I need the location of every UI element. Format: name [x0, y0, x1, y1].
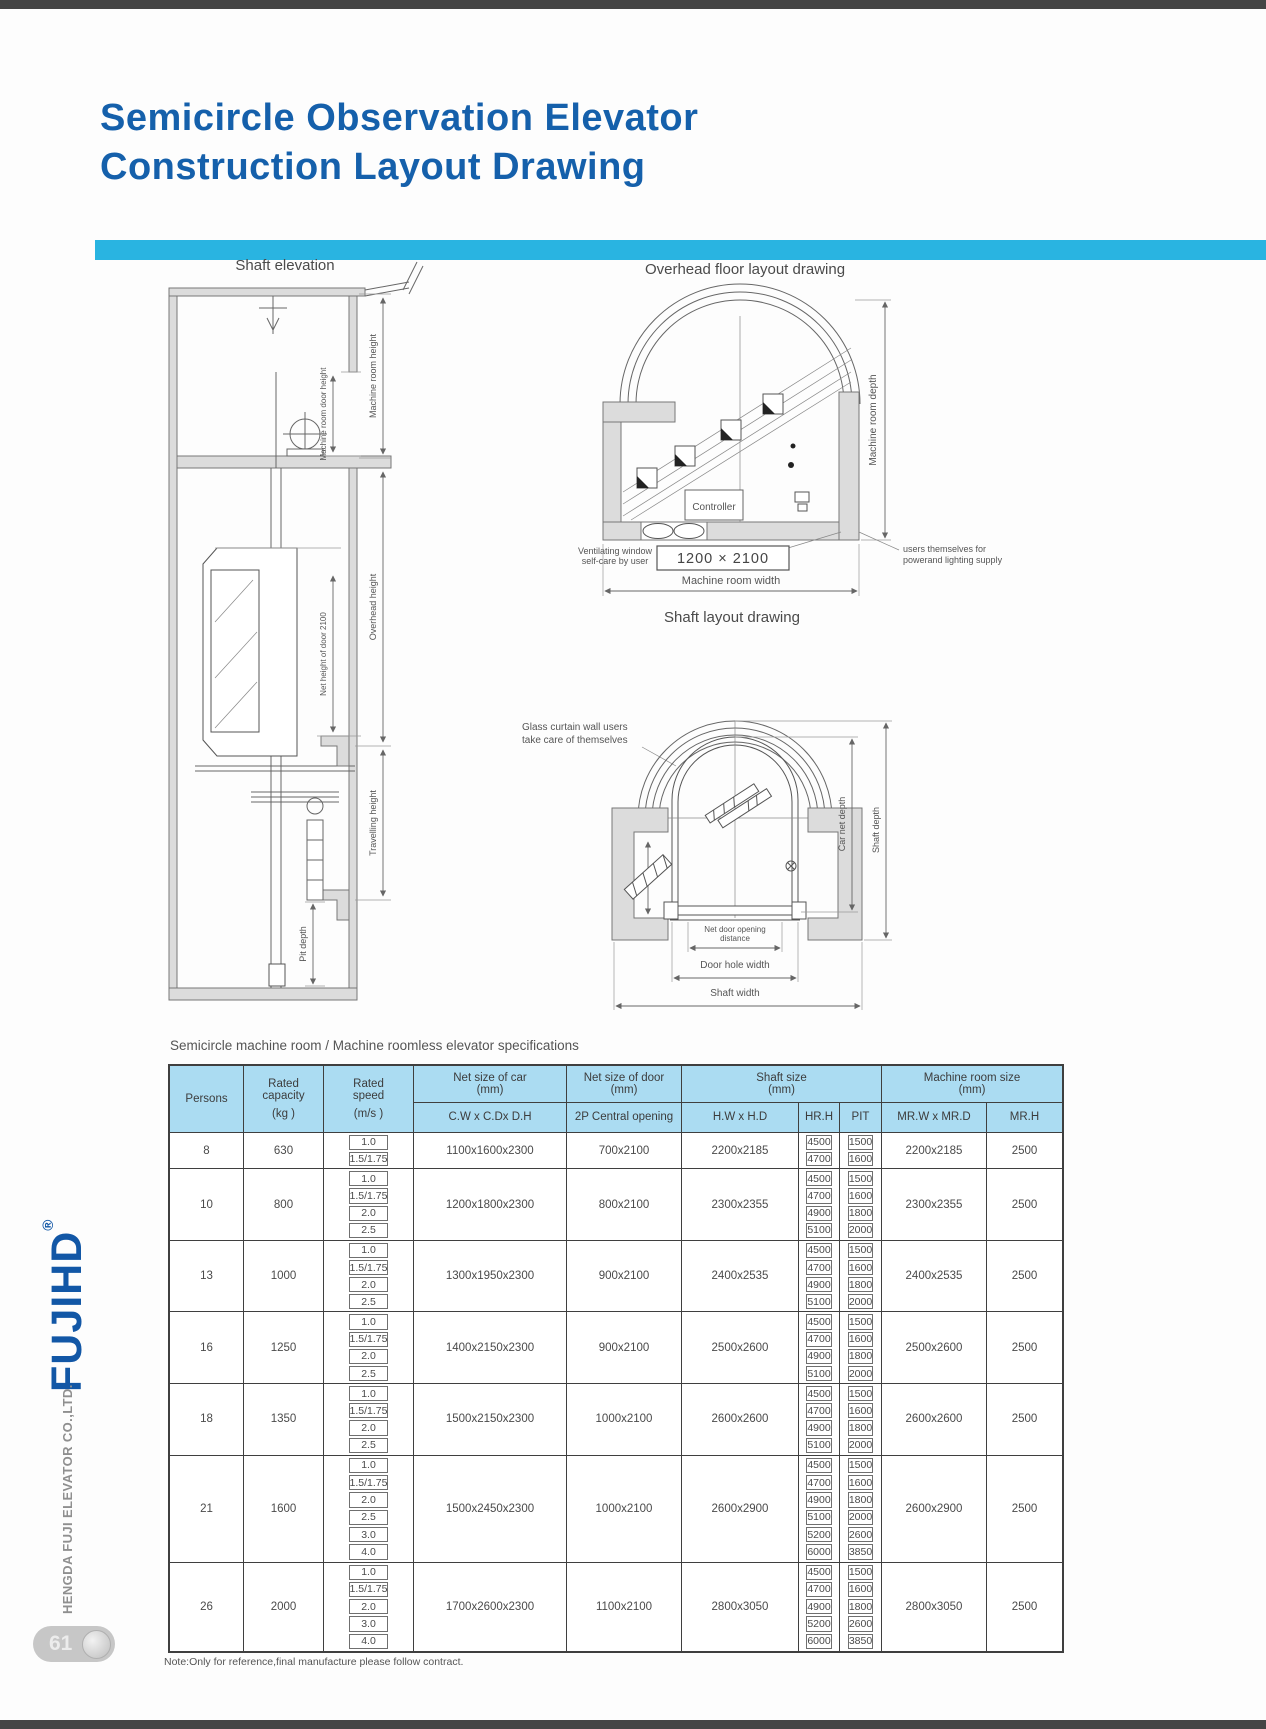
anchor-dot	[788, 462, 794, 468]
cell-speeds	[324, 1456, 414, 1562]
hrh-label: HR.H	[804, 1111, 834, 1124]
capacity-line1: Rated	[268, 1077, 299, 1090]
door-sub-label: 2P Central opening	[574, 1111, 674, 1124]
cell-mrh: 2500	[1011, 1144, 1038, 1157]
pit-box: 1500	[848, 1136, 873, 1149]
hrh-box: 4500	[807, 1136, 831, 1149]
speed-box: 2.5	[349, 1294, 389, 1309]
dim-pit-depth: Pit depth	[298, 926, 308, 962]
cell-car-size: 1500x2450x2300	[414, 1456, 567, 1562]
cell-mrh: 2500	[1011, 1198, 1038, 1211]
speed-box: 2.5	[349, 1438, 389, 1453]
right-wall	[808, 808, 862, 940]
speed-box: 2.5	[349, 1510, 389, 1525]
col-header-door-group	[567, 1066, 682, 1103]
anchor-dot	[791, 444, 796, 449]
cell-door-size: 1100x2100	[567, 1563, 682, 1651]
table-caption: Semicircle machine room / Machine roomless elevator specifications	[170, 1038, 579, 1053]
cell-car-size: 1200x1800x2300	[414, 1169, 567, 1240]
cell-door-size: 900x2100	[567, 1312, 682, 1383]
net-door-line2: distance	[720, 934, 750, 943]
hrh-box: 4700	[807, 1333, 831, 1346]
col-header-pit	[840, 1103, 882, 1133]
pit-box: 2000	[848, 1511, 873, 1524]
speed-box: 1.5/1.75	[349, 1476, 388, 1489]
cell-mrh: 2500	[1011, 1502, 1038, 1515]
hrh-box: 5100	[807, 1367, 831, 1380]
cell-door-size: 900x2100	[567, 1241, 682, 1312]
col-header-hwhd	[682, 1103, 799, 1133]
hrh-box: 4500	[807, 1566, 831, 1579]
controller-label: Controller	[692, 502, 736, 513]
counterweight-icon	[251, 792, 339, 900]
hrh-box: 4900	[807, 1350, 831, 1363]
pit-box: 3850	[848, 1545, 873, 1558]
hrh-box: 5100	[807, 1224, 831, 1237]
cell-door-size: 700x2100	[567, 1133, 682, 1168]
cell-capacity: 800	[244, 1169, 324, 1240]
hrh-box: 4900	[807, 1207, 831, 1220]
speed-box: 2.0	[349, 1420, 389, 1435]
vent-note-line1: Ventilating window	[577, 546, 653, 556]
page-number: 61	[49, 1632, 73, 1655]
col-header-hrh	[799, 1103, 840, 1133]
speed-line2: speed	[352, 1090, 385, 1103]
cell-car-size: 1500x2150x2300	[414, 1384, 567, 1455]
speed-unit: (m/s )	[353, 1107, 384, 1120]
mrh-label: MR.H	[1009, 1111, 1040, 1124]
col-header-mrh	[987, 1103, 1062, 1133]
pit-box: 1800	[848, 1421, 873, 1434]
col-header-mrwd	[882, 1103, 987, 1133]
cell-car-size: 1100x1600x2300	[414, 1133, 567, 1168]
spec-table-header	[170, 1066, 1062, 1133]
controller-box	[685, 490, 743, 520]
hrh-box: 4700	[807, 1404, 831, 1417]
cell-persons: 18	[170, 1384, 244, 1455]
spec-row-group-16	[170, 1312, 1062, 1384]
company-name: HENGDA FUJI ELEVATOR CO.,LTD.	[60, 1384, 75, 1614]
speed-box: 3.0	[349, 1616, 389, 1631]
speed-line1: Rated	[353, 1077, 384, 1090]
speed-box: 1.5/1.75	[349, 1261, 388, 1274]
cell-speeds	[324, 1312, 414, 1383]
pit-label: PIT	[851, 1111, 870, 1124]
hrh-box: 5200	[807, 1528, 831, 1541]
cell-capacity: 2000	[244, 1563, 324, 1651]
pit-box: 1800	[848, 1278, 873, 1291]
speed-box: 1.0	[349, 1314, 389, 1329]
glass-note-line1: Glass curtain wall users	[522, 722, 628, 733]
pit-box: 1500	[848, 1244, 873, 1257]
speed-box: 2.0	[349, 1492, 389, 1507]
pit-box: 2600	[848, 1617, 873, 1630]
speed-box: 2.0	[349, 1349, 389, 1364]
speed-box: 1.0	[349, 1458, 389, 1473]
speed-box: 1.0	[349, 1171, 389, 1186]
speed-box: 2.0	[349, 1277, 389, 1292]
cell-car-size: 1400x2150x2300	[414, 1312, 567, 1383]
speed-box: 1.0	[349, 1386, 389, 1401]
car-sill-lines	[195, 766, 355, 771]
cell-speeds	[324, 1169, 414, 1240]
cell-mrh: 2500	[1011, 1270, 1038, 1283]
shaft-layout-drawing	[520, 600, 1000, 1020]
roof-break-mark	[365, 262, 423, 296]
cell-capacity: 630	[244, 1133, 324, 1168]
pit-box: 3850	[848, 1635, 873, 1648]
top-bar	[0, 0, 1266, 9]
shaft-group-line1: Shaft size	[756, 1071, 807, 1084]
hrh-box: 4900	[807, 1493, 831, 1506]
col-header-capacity	[244, 1066, 324, 1133]
power-note-line2: powerand lighting supply	[903, 555, 1003, 565]
mrwd-label: MR.W x MR.D	[897, 1111, 971, 1124]
glass-note-line2: take care of themselves	[522, 735, 628, 746]
pit-box: 1500	[848, 1566, 873, 1579]
pit-box: 1800	[848, 1600, 873, 1613]
hrh-box: 5200	[807, 1617, 831, 1630]
pit-box: 1800	[848, 1350, 873, 1363]
col-header-persons-label: Persons	[185, 1092, 228, 1105]
cell-speeds	[324, 1384, 414, 1455]
cell-hrh	[799, 1456, 840, 1562]
pit-box: 1600	[848, 1583, 873, 1596]
power-note-line1: users themselves for	[903, 544, 987, 554]
hrh-box: 4500	[807, 1387, 831, 1400]
hrh-box: 4900	[807, 1278, 831, 1291]
pit-box: 1500	[848, 1316, 873, 1329]
cell-mr-size: 2600x2600	[882, 1384, 987, 1455]
col-header-shaft-group	[682, 1066, 882, 1103]
cell-persons: 13	[170, 1241, 244, 1312]
speed-box: 2.0	[349, 1206, 389, 1221]
cell-door-size: 1000x2100	[567, 1456, 682, 1562]
spec-table	[168, 1064, 1064, 1653]
cell-capacity: 1600	[244, 1456, 324, 1562]
speed-box: 1.5/1.75	[349, 1333, 388, 1346]
hrh-box: 4700	[807, 1152, 831, 1165]
speed-box: 2.5	[349, 1366, 389, 1381]
hrh-box: 4900	[807, 1600, 831, 1613]
cell-hrh	[799, 1563, 840, 1651]
hrh-box: 6000	[807, 1635, 831, 1648]
cell-mrh: 2500	[1011, 1413, 1038, 1426]
fujihd-logo-text: FUJIHD	[43, 1230, 91, 1392]
pit-box: 2000	[848, 1367, 873, 1380]
cell-capacity: 1250	[244, 1312, 324, 1383]
cell-speeds	[324, 1563, 414, 1651]
cell-persons: 26	[170, 1563, 244, 1651]
cell-shaft-size: 2600x2900	[682, 1456, 799, 1562]
pit-box: 1800	[848, 1493, 873, 1506]
pit-box: 2000	[848, 1224, 873, 1237]
col-header-car-sub	[414, 1103, 567, 1133]
car-group-line1: Net size of car	[453, 1071, 527, 1084]
landing-slabs	[321, 736, 349, 920]
pit-box: 1800	[848, 1207, 873, 1220]
speed-box: 1.0	[349, 1565, 389, 1580]
shaft-group-line2: (mm)	[768, 1084, 795, 1096]
door-group-line1: Net size of door	[583, 1071, 665, 1084]
cell-hrh	[799, 1133, 840, 1168]
spec-row-group-8	[170, 1133, 1062, 1169]
pit-box: 1500	[848, 1172, 873, 1185]
cell-shaft-size: 2200x2185	[682, 1133, 799, 1168]
dim-overhead-height: Overhead height	[368, 573, 378, 641]
cell-pit	[840, 1563, 882, 1651]
mr-group-line2: (mm)	[958, 1084, 986, 1096]
cell-pit	[840, 1312, 882, 1383]
cell-hrh	[799, 1384, 840, 1455]
cell-pit	[840, 1456, 882, 1562]
col-header-persons	[170, 1066, 244, 1133]
page-title-line1: Semicircle Observation Elevator	[100, 97, 699, 139]
cell-speeds	[324, 1241, 414, 1312]
registered-mark: ®	[40, 1218, 57, 1231]
speed-box: 1.5/1.75	[349, 1583, 388, 1596]
mr-group-line1: Machine room size	[923, 1071, 1021, 1084]
pit-box: 1600	[848, 1190, 873, 1203]
cell-shaft-size: 2300x2355	[682, 1169, 799, 1240]
ventilating-fan-icon	[641, 522, 707, 540]
cell-shaft-size: 2600x2600	[682, 1384, 799, 1455]
pit-box: 1500	[848, 1387, 873, 1400]
door-operator-icon	[705, 779, 771, 832]
hrh-box: 4500	[807, 1316, 831, 1329]
power-leader-line	[859, 532, 899, 550]
hrh-box: 4700	[807, 1476, 831, 1489]
capacity-unit: (kg )	[272, 1107, 295, 1120]
cell-mrh: 2500	[1011, 1341, 1038, 1354]
speed-box: 2.0	[349, 1599, 389, 1614]
cell-capacity: 1000	[244, 1241, 324, 1312]
dim-car-net-depth: Car net depth	[837, 796, 847, 852]
pit-box: 2000	[848, 1439, 873, 1452]
cell-persons: 10	[170, 1169, 244, 1240]
door-dimension-value: 1200 × 2100	[676, 551, 770, 567]
cell-hrh	[799, 1312, 840, 1383]
net-door-line1: Net door opening	[704, 925, 766, 934]
dim-machine-room-width: Machine room width	[681, 575, 781, 587]
pit-box: 1600	[848, 1333, 873, 1346]
pit-box: 1600	[848, 1152, 873, 1165]
cell-capacity: 1350	[244, 1384, 324, 1455]
hrh-box: 4700	[807, 1261, 831, 1274]
door-group-line2: (mm)	[610, 1084, 638, 1096]
hrh-box: 4700	[807, 1583, 831, 1596]
spec-row-group-18	[170, 1384, 1062, 1456]
cell-pit	[840, 1384, 882, 1455]
page-title-line2: Construction Layout Drawing	[100, 146, 646, 188]
cell-mrh: 2500	[1011, 1600, 1038, 1613]
glass-leader-line	[642, 747, 676, 766]
elevator-car	[203, 548, 297, 756]
fujihd-logo	[40, 1219, 92, 1392]
speed-box: 3.0	[349, 1527, 389, 1542]
pit-box: 2600	[848, 1528, 873, 1541]
cell-door-size: 1000x2100	[567, 1384, 682, 1455]
col-header-car-group	[414, 1066, 567, 1103]
speed-box: 1.0	[349, 1243, 389, 1258]
hrh-box: 5100	[807, 1511, 831, 1524]
cell-door-size: 800x2100	[567, 1169, 682, 1240]
dim-shaft-depth: Shaft depth	[871, 806, 881, 854]
hwhd-label: H.W x H.D	[712, 1111, 768, 1124]
overhead-floor-layout-drawing	[545, 252, 1065, 602]
spec-row-group-10	[170, 1169, 1062, 1241]
spec-row-group-21	[170, 1456, 1062, 1563]
pit-box: 2000	[848, 1295, 873, 1308]
cell-mr-size: 2500x2600	[882, 1312, 987, 1383]
vent-note-line2: self-care by user	[581, 556, 649, 566]
cell-shaft-size: 2400x2535	[682, 1241, 799, 1312]
spec-table-body	[170, 1133, 1062, 1651]
col-header-door-sub	[567, 1103, 682, 1133]
cell-speeds	[324, 1133, 414, 1168]
cell-mr-size: 2800x3050	[882, 1563, 987, 1651]
speed-box: 1.5/1.75	[349, 1190, 388, 1203]
dim-machine-room-depth-group	[855, 300, 891, 540]
spec-row-group-13	[170, 1241, 1062, 1313]
cell-pit	[840, 1169, 882, 1240]
shaft-elevation-drawing	[155, 250, 440, 1030]
speed-box: 1.0	[349, 1135, 389, 1150]
hrh-box: 4900	[807, 1421, 831, 1434]
pit-box: 1600	[848, 1404, 873, 1417]
dim-machine-room-height: Machine room height	[368, 333, 378, 419]
speed-box: 4.0	[349, 1634, 389, 1649]
pit-box: 1500	[848, 1459, 873, 1472]
table-note: Note:Only for reference,final manufacture please follow contract.	[164, 1656, 464, 1668]
speed-box: 4.0	[349, 1544, 389, 1559]
shaft-layout-title: Shaft layout drawing	[664, 609, 800, 626]
hoisting-hook-icon	[259, 296, 287, 334]
dim-net-door-height: Net height of door 2100	[319, 612, 328, 696]
page-number-badge	[33, 1626, 115, 1662]
cell-car-size: 1300x1950x2300	[414, 1241, 567, 1312]
hrh-box: 4500	[807, 1459, 831, 1472]
cell-pit	[840, 1241, 882, 1312]
pit-box: 1600	[848, 1476, 873, 1489]
car-sub-label: C.W x C.Dx D.H	[448, 1111, 532, 1124]
cell-hrh	[799, 1241, 840, 1312]
cell-mr-size: 2200x2185	[882, 1133, 987, 1168]
car-group-line2: (mm)	[476, 1084, 504, 1096]
bottom-bar	[0, 1720, 1266, 1729]
dim-machine-room-depth: Machine room depth	[868, 374, 879, 466]
cell-shaft-size: 2500x2600	[682, 1312, 799, 1383]
page-title	[100, 94, 698, 192]
cell-mr-size: 2400x2535	[882, 1241, 987, 1312]
pit-buffer-icon	[269, 964, 285, 986]
col-header-speed	[324, 1066, 414, 1133]
speed-box: 2.5	[349, 1223, 389, 1238]
cell-persons: 8	[170, 1133, 244, 1168]
speed-box: 1.5/1.75	[349, 1404, 388, 1417]
spec-row-group-26	[170, 1563, 1062, 1651]
hrh-box: 4500	[807, 1244, 831, 1257]
dim-travelling-height: Travelling height	[368, 790, 378, 856]
bolt-icon	[786, 861, 796, 871]
globe-icon	[82, 1630, 111, 1659]
pit-box: 1600	[848, 1261, 873, 1274]
hrh-box: 5100	[807, 1439, 831, 1452]
cell-mr-size: 2300x2355	[882, 1169, 987, 1240]
dim-shaft-width: Shaft width	[710, 988, 760, 999]
cell-shaft-size: 2800x3050	[682, 1563, 799, 1651]
dim-machine-room-door-height: Machine room door height	[319, 367, 328, 461]
overhead-title: Overhead floor layout drawing	[644, 261, 846, 278]
shaft-width-ext	[614, 942, 862, 1010]
col-header-mr-group	[882, 1066, 1062, 1103]
hrh-box: 6000	[807, 1545, 831, 1558]
cell-persons: 16	[170, 1312, 244, 1383]
dim-door-hole-width: Door hole width	[700, 960, 770, 971]
cell-persons: 21	[170, 1456, 244, 1562]
hrh-box: 4700	[807, 1190, 831, 1203]
speed-box: 1.5/1.75	[349, 1152, 388, 1165]
power-box-icon	[795, 492, 809, 511]
cell-pit	[840, 1133, 882, 1168]
cell-mr-size: 2600x2900	[882, 1456, 987, 1562]
cell-hrh	[799, 1169, 840, 1240]
elevation-title: Shaft elevation	[235, 257, 335, 274]
hrh-box: 5100	[807, 1295, 831, 1308]
capacity-line2: capacity	[262, 1090, 305, 1103]
hrh-box: 4500	[807, 1172, 831, 1185]
cell-car-size: 1700x2600x2300	[414, 1563, 567, 1651]
